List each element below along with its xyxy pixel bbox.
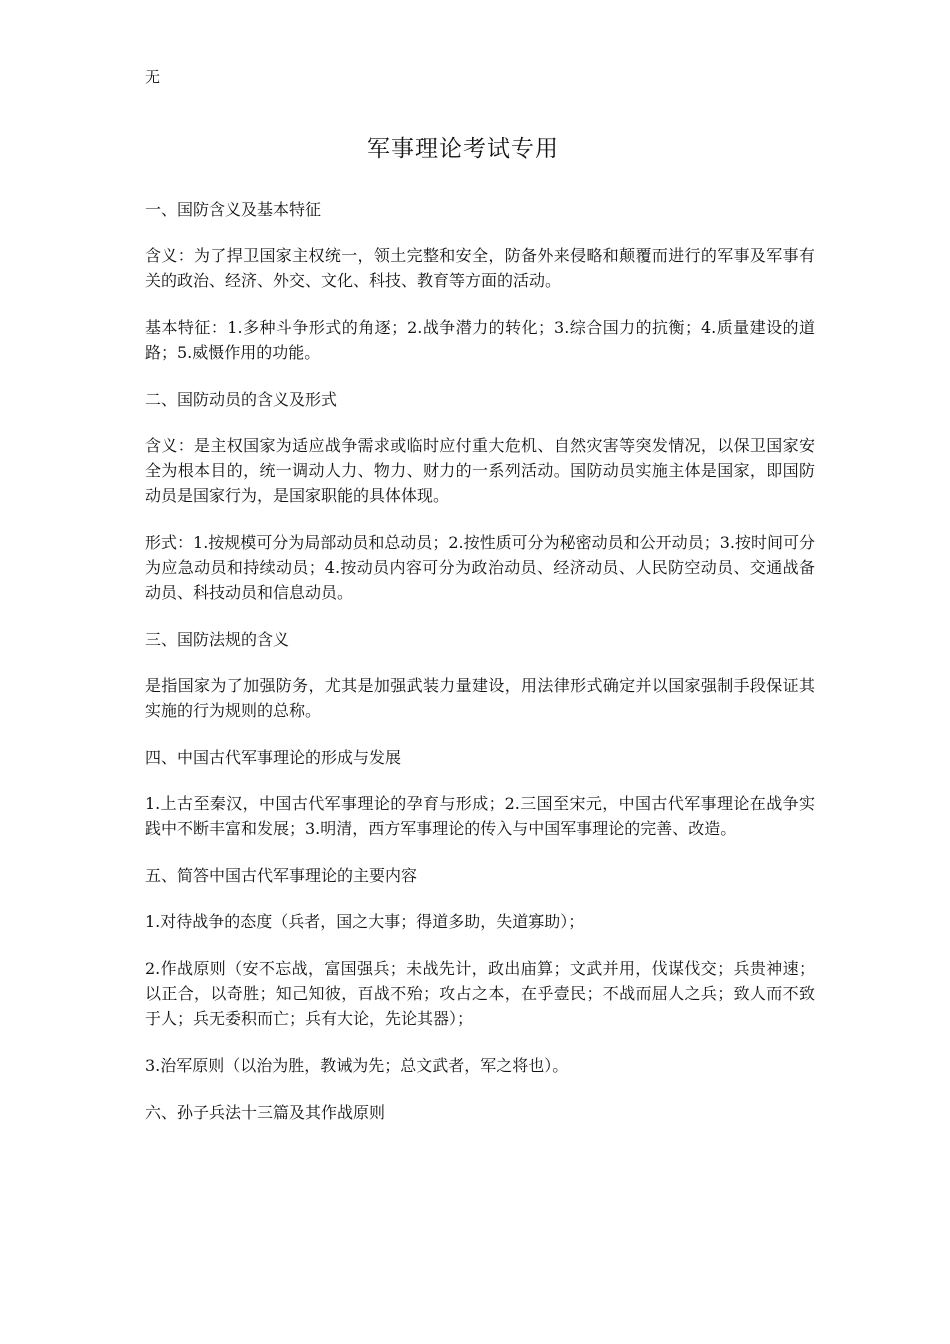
paragraph-defense-meaning: 含义：为了捍卫国家主权统一，领土完整和安全，防备外来侵略和颠覆而进行的军事及军事有关的政治、经济、外交、文化、科技、教育等方面的活动。	[145, 246, 815, 290]
section-heading-national-defense: 一、国防含义及基本特征	[145, 200, 322, 219]
section-heading-mobilization: 二、国防动员的含义及形式	[145, 390, 338, 409]
section-heading-sunzi: 六、孙子兵法十三篇及其作战原则	[145, 1103, 386, 1122]
paragraph-army-management: 3.治军原则（以治为胜，教诫为先；总文武者，军之将也）。	[145, 1056, 569, 1075]
paragraph-defense-law-meaning: 是指国家为了加强防务，尤其是加强武装力量建设，用法律形式确定并以国家强制手段保证其实施的行为规则的总称。	[145, 676, 815, 720]
header-mark: 无	[145, 68, 161, 86]
paragraph-ancient-theory-development: 1.上古至秦汉，中国古代军事理论的孕育与形成；2.三国至宋元，中国古代军事理论在战争实践中不断丰富和发展；3.明清，西方军事理论的传入与中国军事理论的完善、改造。	[145, 794, 815, 838]
section-heading-ancient-theory-development: 四、中国古代军事理论的形成与发展	[145, 748, 402, 767]
paragraph-mobilization-forms: 形式：1.按规模可分为局部动员和总动员；2.按性质可分为秘密动员和公开动员；3.按时间可分为应急动员和持续动员；4.按动员内容可分为政治动员、经济动员、人民防空动员、交通战备动员、科技动员和信息动员。	[145, 533, 815, 602]
section-heading-ancient-theory-content: 五、简答中国古代军事理论的主要内容	[145, 866, 418, 885]
paragraph-defense-features: 基本特征：1.多种斗争形式的角逐；2.战争潜力的转化；3.综合国力的抗衡；4.质量建设的道路；5.威慑作用的功能。	[145, 318, 815, 362]
paragraph-combat-principles: 2.作战原则（安不忘战，富国强兵；未战先计，政出庙算；文武并用，伐谋伐交；兵贵神速；以正合，以奇胜；知己知彼，百战不殆；攻占之本，在乎壹民；不战而屈人之兵；致人而不致于人；兵无委积而亡；兵有大论，先论其器）；	[145, 959, 815, 1028]
document-body	[145, 197, 815, 1146]
section-heading-defense-law: 三、国防法规的含义	[145, 630, 290, 649]
document-title: 军事理论考试专用	[367, 136, 559, 162]
paragraph-mobilization-meaning: 含义：是主权国家为适应战争需求或临时应付重大危机、自然灾害等突发情况，以保卫国家安全为根本目的，统一调动人力、物力、财力的一系列活动。国防动员实施主体是国家，即国防动员是国家行为，是国家职能的具体体现。	[145, 436, 815, 505]
paragraph-war-attitude: 1.对待战争的态度（兵者，国之大事；得道多助，失道寡助）；	[145, 912, 585, 931]
